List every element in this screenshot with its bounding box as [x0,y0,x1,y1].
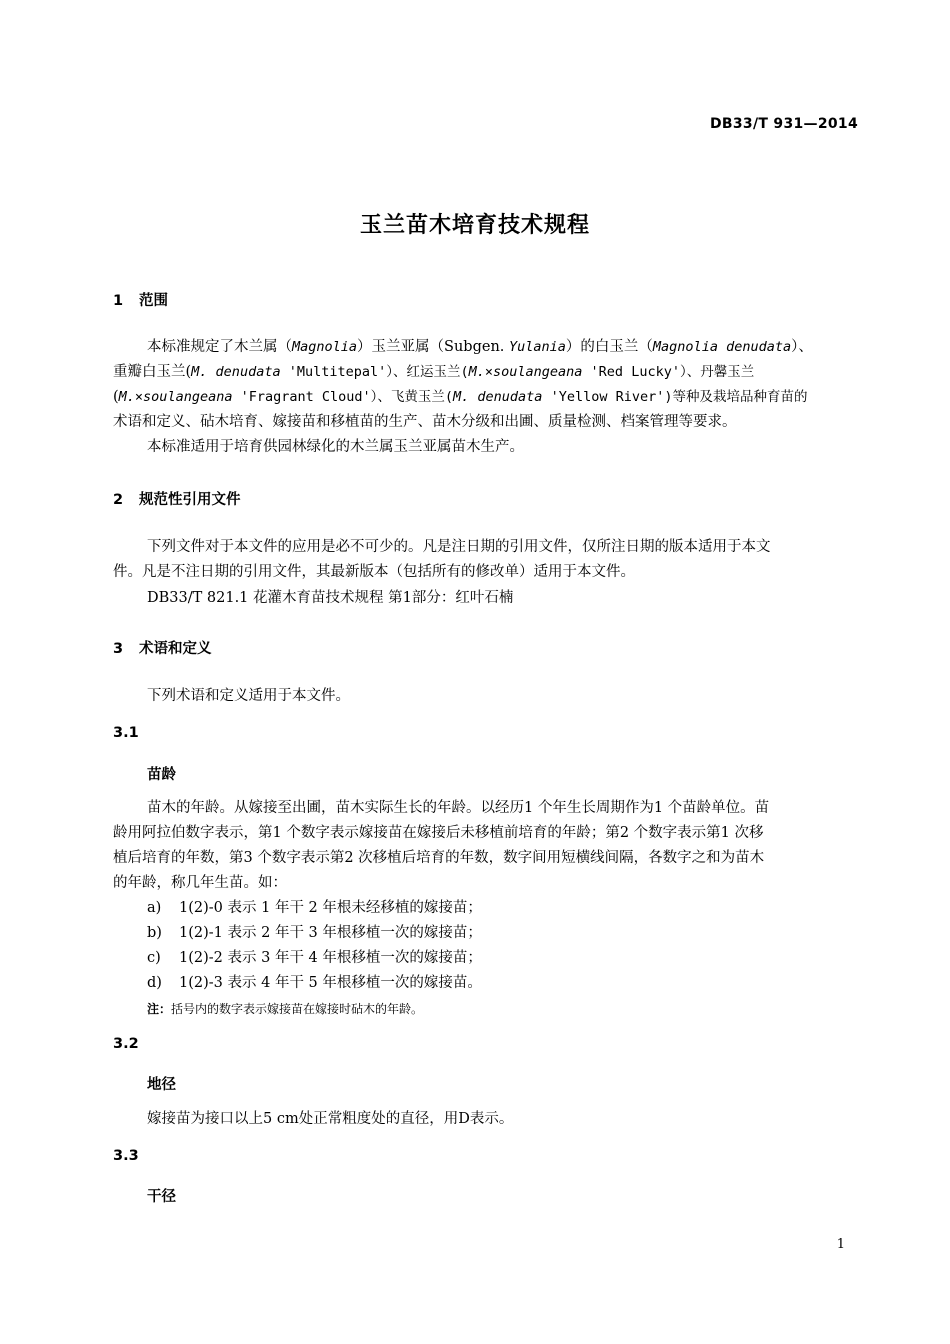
references-paragraph-line-1: 下列文件对于本文件的应用是必不可少的。凡是注日期的引用文件，仅所注日期的版本适用于本文 [147,539,771,555]
section-title: 术语和定义 [139,641,212,657]
scope-applicability: 本标准适用于培育供园林绿化的木兰属玉兰亚属苗木生产。 [147,439,524,455]
page-number: 1 [836,1237,845,1252]
scope-paragraph-line-3: (M.×soulangeana 'Fragrant Cloud'）、飞黄玉兰(M. denudata 'Yellow River')等种及栽培品种育苗的 [113,389,808,405]
scope-paragraph-line-4: 术语和定义、砧木培育、嫁接苗和移植苗的生产、苗木分级和出圃、质量检测、档案管理等要求。 [113,414,737,430]
scope-paragraph-line-1: 本标准规定了木兰属（Magnolia）玉兰亚属（Subgen. Yulania）的白玉兰（Magnolia denudata）、 [147,339,813,355]
term-3-1-definition-line-3: 植后培育的年数，第3 个数字表示第2 次移植后培育的年数，数字间用短横线间隔，各数字之和为苗木 [113,850,765,866]
term-3-3-number: 3.3 [113,1148,139,1164]
document-title: 玉兰苗木培育技术规程 [359,213,590,238]
term-3-1-note: 注：括号内的数字表示嫁接苗在嫁接时砧木的年龄。 [147,1002,424,1016]
term-3-2-name: 地径 [147,1077,176,1093]
term-3-1-definition-line-4: 的年龄，称几年生苗。如： [113,875,287,891]
section-title: 规范性引用文件 [139,492,241,508]
term-3-2-definition: 嫁接苗为接口以上5 cm处正常粗度处的直径，用D表示。 [147,1111,514,1127]
terms-intro: 下列术语和定义适用于本文件。 [147,688,350,704]
standard-code: DB33/T 931—2014 [710,116,858,132]
term-3-1-number: 3.1 [113,725,139,741]
term-3-2-number: 3.2 [113,1036,139,1052]
section-3-heading [113,637,212,658]
section-title: 范围 [139,293,168,309]
reference-item: DB33/T 821.1 花灌木育苗技术规程 第1部分：红叶石楠 [147,590,514,606]
term-3-1-definition-line-1: 苗木的年龄。从嫁接至出圃，苗木实际生长的年龄。以经历1 个年生长周期作为1 个苗龄单位。苗 [147,800,770,816]
list-item: d) 1(2)-3 表示 4 年干 5 年根移植一次的嫁接苗。 [147,975,482,991]
term-3-1-definition-line-2: 龄用阿拉伯数字表示，第1 个数字表示嫁接苗在嫁接后未移植前培育的年龄；第2 个数字表示第1 次移 [113,825,764,841]
term-3-1-name: 苗龄 [147,767,176,783]
scope-paragraph-line-2: 重瓣白玉兰(M. denudata 'Multitepal'）、红运玉兰(M.×soulangeana 'Red Lucky'）、丹馨玉兰 [113,364,755,380]
section-2-heading [113,488,241,509]
references-paragraph-line-2: 件。凡是不注日期的引用文件，其最新版本（包括所有的修改单）适用于本文件。 [113,564,635,580]
section-number: 1 [113,293,124,309]
list-item: c) 1(2)-2 表示 3 年干 4 年根移植一次的嫁接苗； [147,950,482,966]
section-number: 2 [113,492,124,508]
list-item: a) 1(2)-0 表示 1 年干 2 年根未经移植的嫁接苗； [147,900,482,916]
list-item: b) 1(2)-1 表示 2 年干 3 年根移植一次的嫁接苗； [147,925,482,941]
term-3-3-name: 干径 [147,1189,176,1205]
section-1-heading [113,289,168,310]
section-number: 3 [113,641,124,657]
